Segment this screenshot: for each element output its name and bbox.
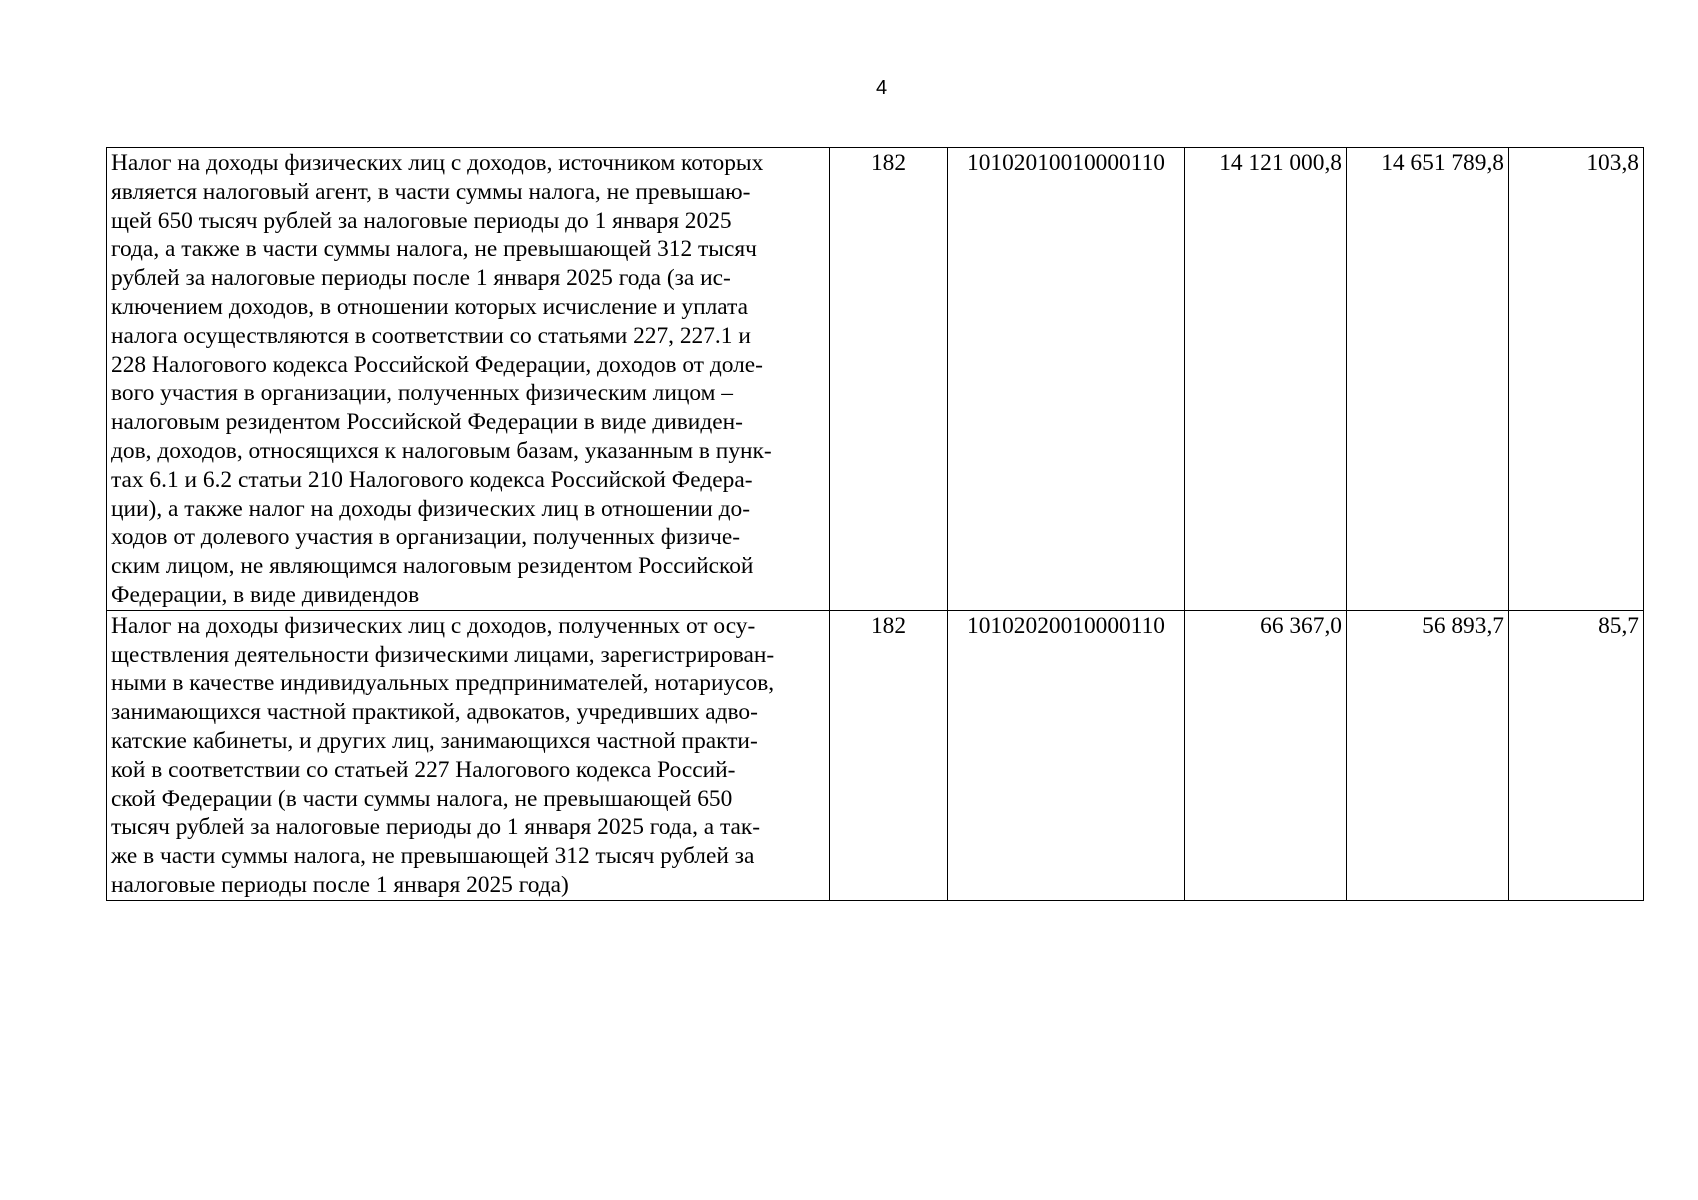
row-admin-code: 182	[830, 610, 948, 900]
row-plan-amount: 14 121 000,8	[1185, 148, 1347, 611]
row-description: Налог на доходы физических лиц с доходов, полученных от осу- ществления деятельности физическими лицами, зарегистрирован- ными в качестве индивидуальных предпринимателей, нотариусов, занимающихся частной практикой, адвокатов, учредивших адво- катские кабинеты, и других лиц, занимающихся частной практи- кой в соответствии со статьей 227 Налогового кодекса Россий- ской Федерации (в части суммы налога, не превышающей 650 тысяч рублей за налоговые периоды до 1 января 2025 года, а так- же в части суммы налога, не превышающей 312 тысяч рублей за налоговые периоды после 1 января 2025 года)	[107, 610, 830, 900]
row-executed-amount: 14 651 789,8	[1347, 148, 1509, 611]
page-number: 4	[875, 77, 888, 99]
row-admin-code: 182	[830, 148, 948, 611]
row-description: Налог на доходы физических лиц с доходов, источником которых является налоговый агент, в части суммы налога, не превышаю- щей 650 тысяч рублей за налоговые периоды до 1 января 2025 года, а также в части суммы налога, не превышающей 312 тысяч рублей за налоговые периоды после 1 января 2025 года (за ис- ключением доходов, в отношении которых исчисление и уплата налога осуществляются в соответствии со статьями 227, 227.1 и 228 Налогового кодекса Российской Федерации, доходов от доле- вого участия в организации, полученных физическим лицом – налоговым резидентом Российской Федерации в виде дивиден- дов, доходов, относящихся к налоговым базам, указанным в пунк- тах 6.1 и 6.2 статьи 210 Налогового кодекса Российской Федера- ции), а также налог на доходы физических лиц в отношении до- ходов от долевого участия в организации, полученных физиче- ским лицом, не являющимся налоговым резидентом Российской Федерации, в виде дивидендов	[107, 148, 830, 611]
row-executed-amount: 56 893,7	[1347, 610, 1509, 900]
row-execution-percent: 103,8	[1509, 148, 1644, 611]
row-execution-percent: 85,7	[1509, 610, 1644, 900]
row-kbk-code: 10102010010000110	[948, 148, 1185, 611]
revenue-table	[106, 147, 1644, 901]
row-plan-amount: 66 367,0	[1185, 610, 1347, 900]
row-kbk-code: 10102020010000110	[948, 610, 1185, 900]
table-row	[107, 148, 1644, 611]
table-row	[107, 610, 1644, 900]
